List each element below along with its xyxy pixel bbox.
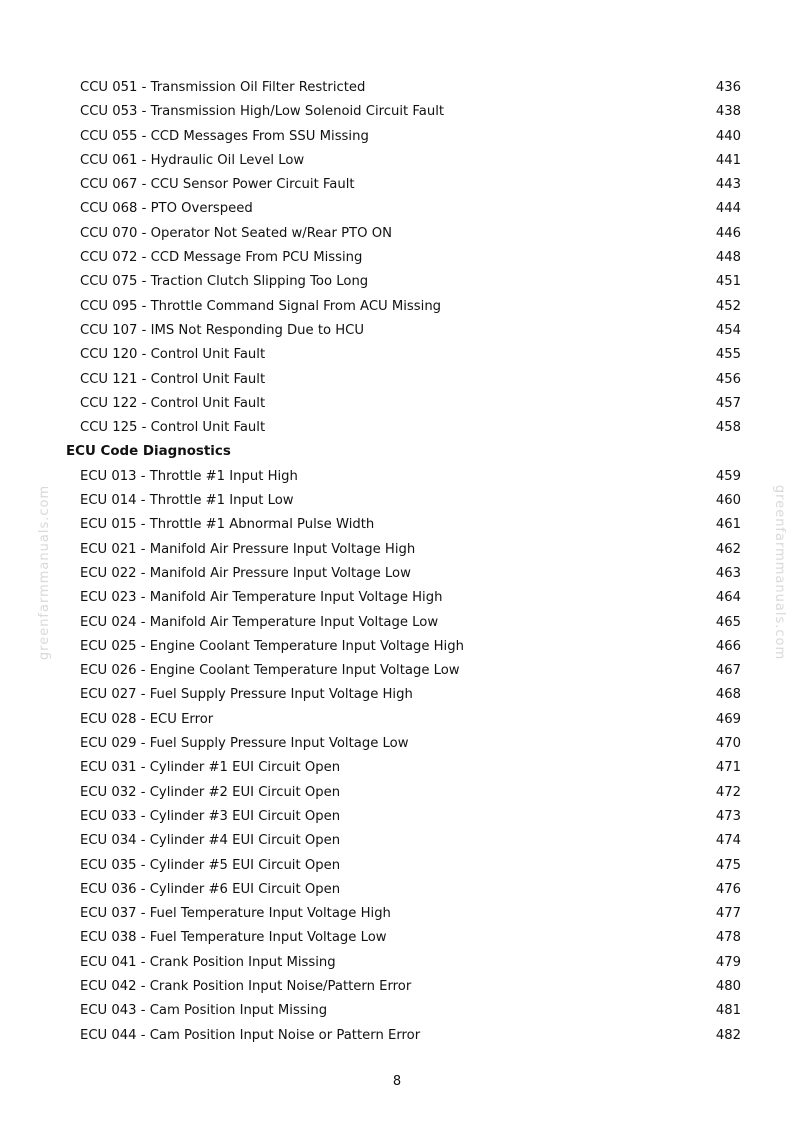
toc-entry-title: ECU 038 - Fuel Temperature Input Voltage Low [80, 930, 387, 946]
toc-entry-page-number: 480 [715, 978, 741, 994]
toc-entry-page-number: 444 [715, 201, 741, 217]
toc-entry [0, 149, 794, 173]
toc-entry [0, 829, 794, 853]
toc-entry-page-number: 466 [715, 638, 741, 654]
toc-entry-title: ECU 042 - Crank Position Input Noise/Pattern Error [80, 978, 412, 994]
toc-entry [0, 756, 794, 780]
toc-entry-page-number: 469 [715, 711, 741, 727]
toc-entry-title: ECU 041 - Crank Position Input Missing [80, 954, 336, 970]
toc-entry-page-number: 436 [715, 80, 741, 95]
toc-section-heading: ECU Code Diagnostics [66, 444, 231, 460]
toc-entry-page-number: 465 [715, 614, 741, 630]
toc-entry-title: ECU 035 - Cylinder #5 EUI Circuit Open [80, 857, 341, 873]
toc-entry [0, 951, 794, 975]
toc-entry-title: CCU 072 - CCD Message From PCU Missing [80, 250, 363, 266]
toc-entry-title: CCU 095 - Throttle Command Signal From ACU Missing [80, 298, 442, 314]
toc-entry-page-number: 462 [715, 541, 741, 557]
toc-entry-page-number: 472 [715, 784, 741, 800]
toc-entry [0, 902, 794, 926]
toc-entry-title: CCU 070 - Operator Not Seated w/Rear PTO ON [80, 225, 392, 241]
toc-entry [0, 635, 794, 659]
toc-entry-title: ECU 026 - Engine Coolant Temperature Input Voltage Low [80, 663, 460, 679]
page-number: 8 [392, 1074, 402, 1089]
toc-entry [0, 392, 794, 416]
toc-entry [0, 562, 794, 586]
toc-entry-page-number: 473 [715, 808, 741, 824]
toc-entry-page-number: 440 [715, 128, 741, 144]
toc-entry-page-number: 458 [715, 420, 741, 436]
toc-entry-page-number: 479 [715, 954, 741, 970]
toc-entry-title: ECU 029 - Fuel Supply Pressure Input Voltage Low [80, 736, 409, 752]
toc-entry [0, 416, 794, 440]
toc-entry-page-number: 477 [715, 906, 741, 922]
toc-entry [0, 343, 794, 367]
toc-entry-title: CCU 067 - CCU Sensor Power Circuit Fault [80, 177, 355, 193]
toc-entry [0, 708, 794, 732]
toc-entry-page-number: 475 [715, 857, 741, 873]
toc-entry-page-number: 478 [715, 930, 741, 946]
toc-entry [0, 295, 794, 319]
toc-entry [0, 489, 794, 513]
toc-entry-page-number: 461 [715, 517, 741, 533]
toc-entry [0, 854, 794, 878]
toc-entry [0, 197, 794, 221]
toc-entry-title: ECU 034 - Cylinder #4 EUI Circuit Open [80, 833, 341, 849]
toc-entry [0, 586, 794, 610]
toc-entry-title: CCU 107 - IMS Not Responding Due to HCU [80, 322, 365, 338]
toc-entry [0, 270, 794, 294]
toc-entry-page-number: 471 [715, 760, 741, 776]
table-of-contents [0, 76, 794, 1048]
toc-entry-title: ECU 033 - Cylinder #3 EUI Circuit Open [80, 808, 341, 824]
toc-entry-page-number: 476 [715, 881, 741, 897]
toc-entry-title: CCU 053 - Transmission High/Low Solenoid Circuit Fault [80, 104, 445, 120]
toc-entry-title: ECU 032 - Cylinder #2 EUI Circuit Open [80, 784, 341, 800]
toc-entry [0, 1024, 794, 1048]
toc-entry-title: ECU 043 - Cam Position Input Missing [80, 1003, 328, 1019]
toc-entry-title: ECU 036 - Cylinder #6 EUI Circuit Open [80, 881, 341, 897]
toc-entry [0, 781, 794, 805]
toc-entry-title: ECU 025 - Engine Coolant Temperature Input Voltage High [80, 638, 464, 654]
watermark-right: greenfarmmanuals.com [772, 484, 788, 661]
toc-entry-title: CCU 055 - CCD Messages From SSU Missing [80, 128, 369, 144]
toc-entry-page-number: 451 [715, 274, 741, 290]
toc-entry-title: ECU 013 - Throttle #1 Input High [80, 468, 298, 484]
toc-entry-title: ECU 027 - Fuel Supply Pressure Input Voltage High [80, 687, 413, 703]
toc-entry-title: CCU 120 - Control Unit Fault [80, 347, 266, 363]
watermark-left: greenfarmmanuals.com [37, 484, 53, 661]
toc-entry [0, 222, 794, 246]
toc-entry-title: ECU 023 - Manifold Air Temperature Input Voltage High [80, 590, 443, 606]
toc-entry-page-number: 457 [715, 395, 741, 411]
toc-entry-page-number: 454 [715, 322, 741, 338]
toc-entry [0, 76, 794, 100]
toc-entry-page-number: 438 [715, 104, 741, 120]
toc-entry [0, 538, 794, 562]
toc-entry-page-number: 460 [715, 493, 741, 509]
toc-entry-title: CCU 125 - Control Unit Fault [80, 420, 266, 436]
toc-entry [0, 926, 794, 950]
toc-entry-title: ECU 021 - Manifold Air Pressure Input Voltage High [80, 541, 416, 557]
toc-entry-page-number: 441 [715, 152, 741, 168]
toc-entry-page-number: 443 [715, 177, 741, 193]
toc-entry-page-number: 446 [715, 225, 741, 241]
toc-entry-title: ECU 014 - Throttle #1 Input Low [80, 493, 294, 509]
toc-entry-title: ECU 015 - Throttle #1 Abnormal Pulse Width [80, 517, 375, 533]
toc-entry [0, 999, 794, 1023]
toc-entry [0, 246, 794, 270]
toc-entry [0, 513, 794, 537]
toc-entry [0, 125, 794, 149]
toc-entry [0, 368, 794, 392]
toc-entry-page-number: 468 [715, 687, 741, 703]
toc-entry-title: ECU 031 - Cylinder #1 EUI Circuit Open [80, 760, 341, 776]
toc-entry-title: CCU 075 - Traction Clutch Slipping Too Long [80, 274, 369, 290]
toc-entry-page-number: 463 [715, 565, 741, 581]
toc-entry [0, 100, 794, 124]
toc-entry-title: CCU 121 - Control Unit Fault [80, 371, 266, 387]
toc-entry-page-number: 467 [715, 663, 741, 679]
toc-entry-page-number: 459 [715, 468, 741, 484]
toc-entry [0, 805, 794, 829]
toc-entry [0, 173, 794, 197]
toc-entry [0, 319, 794, 343]
toc-entry [0, 659, 794, 683]
toc-entry [0, 683, 794, 707]
toc-section-heading-row [0, 440, 794, 464]
toc-entry-page-number: 470 [715, 736, 741, 752]
toc-entry-page-number: 455 [715, 347, 741, 363]
toc-entry-title: CCU 061 - Hydraulic Oil Level Low [80, 152, 305, 168]
toc-entry-title: ECU 022 - Manifold Air Pressure Input Voltage Low [80, 565, 411, 581]
toc-entry-page-number: 482 [715, 1027, 741, 1043]
toc-entry [0, 975, 794, 999]
toc-entry-page-number: 448 [715, 250, 741, 266]
toc-entry-page-number: 481 [715, 1003, 741, 1019]
toc-entry [0, 732, 794, 756]
toc-entry-title: CCU 122 - Control Unit Fault [80, 395, 266, 411]
toc-entry [0, 878, 794, 902]
toc-entry-title: ECU 024 - Manifold Air Temperature Input Voltage Low [80, 614, 439, 630]
toc-entry-title: CCU 051 - Transmission Oil Filter Restricted [80, 80, 366, 95]
toc-entry-page-number: 474 [715, 833, 741, 849]
toc-entry [0, 611, 794, 635]
toc-entry [0, 465, 794, 489]
toc-entry-title: ECU 028 - ECU Error [80, 711, 214, 727]
toc-entry-title: ECU 037 - Fuel Temperature Input Voltage High [80, 906, 391, 922]
toc-entry-page-number: 456 [715, 371, 741, 387]
toc-entry-title: ECU 044 - Cam Position Input Noise or Pattern Error [80, 1027, 421, 1043]
toc-entry-title: CCU 068 - PTO Overspeed [80, 201, 253, 217]
toc-entry-page-number: 464 [715, 590, 741, 606]
toc-entry-page-number: 452 [715, 298, 741, 314]
